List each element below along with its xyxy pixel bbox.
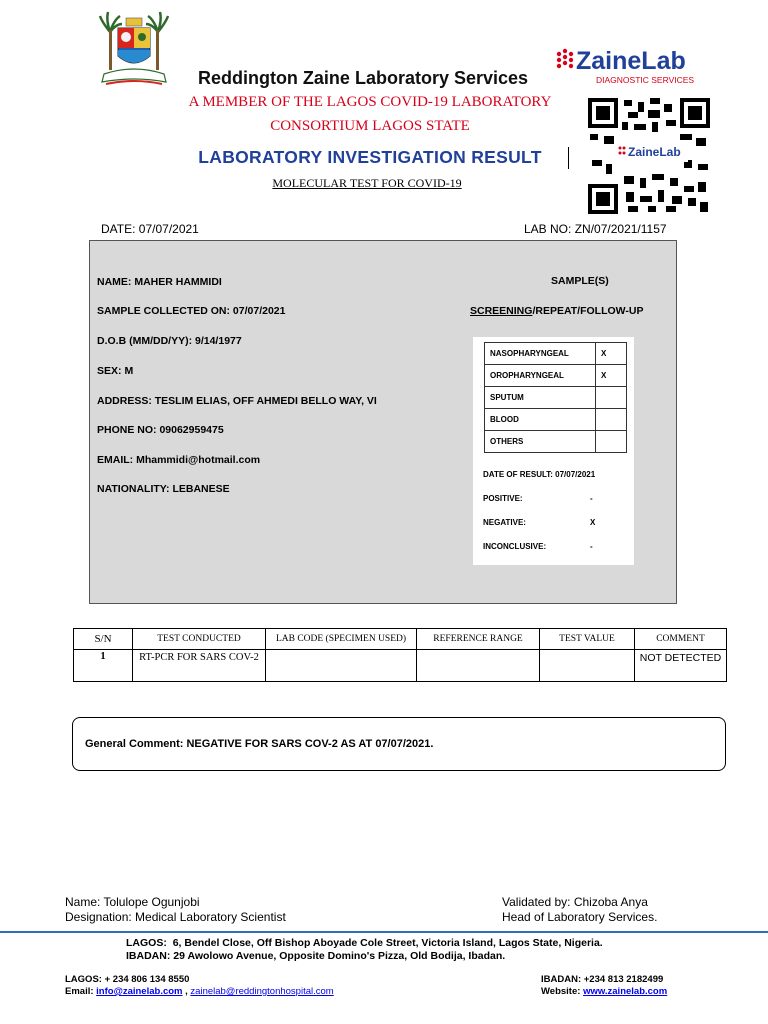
sample-type-table — [484, 342, 627, 453]
footer-divider — [0, 931, 768, 933]
column-header: REFERENCE RANGE — [417, 629, 540, 650]
nationality — [97, 483, 230, 495]
sample-type-name: NASOPHARYNGEAL — [485, 343, 596, 365]
patient-name — [97, 276, 222, 288]
inconclusive-label: INCONCLUSIVE: — [483, 542, 547, 551]
field-value: 09062959475 — [159, 424, 224, 436]
cell-reference — [417, 650, 540, 682]
field-value: TESLIM ELIAS, OFF AHMEDI BELLO WAY, VI — [154, 395, 377, 407]
sample-type-name: OROPHARYNGEAL — [485, 365, 596, 387]
email-contacts — [65, 986, 334, 997]
website-label: Website: — [541, 986, 581, 997]
field-label: SEX: — [97, 365, 122, 377]
report-date — [101, 222, 199, 236]
ibadan-phone — [541, 974, 663, 985]
consortium-line-1: A MEMBER OF THE LAGOS COVID-19 LABORATORY — [188, 94, 552, 110]
email-label: Email: — [65, 986, 94, 997]
phone-label: LAGOS: — [65, 974, 102, 985]
phone-value: +234 813 2182499 — [583, 974, 664, 985]
email-link-info[interactable]: info@zainelab.com — [96, 986, 183, 997]
test-type-selected: SCREENING — [470, 305, 533, 317]
address-value: 29 Awolowo Avenue, Opposite Domino's Pizza, Old Bodija, Ibadan. — [173, 950, 506, 962]
cell-test: RT-PCR FOR SARS COV-2 — [133, 650, 266, 682]
sample-type-row — [485, 365, 627, 387]
positive-label: POSITIVE: — [483, 494, 523, 503]
validator-designation: Head of Laboratory Services. — [502, 910, 658, 924]
field-value: M — [124, 365, 134, 377]
cell-value — [540, 650, 635, 682]
lagos-phone — [65, 974, 189, 985]
organization-name: Reddington Zaine Laboratory Services — [197, 68, 529, 88]
sample-type-row — [485, 343, 627, 365]
field-label: DATE OF RESULT: — [483, 470, 553, 479]
address-value: 6, Bendel Close, Off Bishop Aboyade Cole Street, Victoria Island, Lagos State, Nigeria. — [172, 937, 603, 949]
field-value: 9/14/1977 — [195, 335, 242, 347]
cell-comment: NOT DETECTED — [635, 650, 727, 682]
sample-type-name: BLOOD — [485, 409, 596, 431]
phone-value: + 234 806 134 8550 — [104, 974, 190, 985]
sex — [97, 365, 133, 377]
scientist-designation: Designation: Medical Laboratory Scientist — [65, 910, 286, 924]
column-header: TEST CONDUCTED — [133, 629, 266, 650]
field-value: 07/07/2021 — [232, 305, 286, 317]
email-separator: , — [185, 986, 188, 997]
report-subtitle: MOLECULAR TEST FOR COVID-19 — [272, 176, 462, 190]
validator-name: Validated by: Chizoba Anya — [502, 895, 648, 909]
date-of-birth — [97, 335, 242, 347]
field-label: SAMPLE COLLECTED ON: — [97, 305, 230, 317]
field-label: D.O.B (MM/DD/YY): — [97, 335, 193, 347]
svg-text:ZaineLab: ZaineLab — [576, 47, 686, 75]
website-link[interactable]: www.zainelab.com — [583, 986, 668, 997]
lagos-address — [126, 937, 603, 949]
phone-number — [97, 424, 224, 436]
lab-number — [524, 222, 667, 236]
sample-type-mark — [596, 409, 627, 431]
cell-sn: 1 — [74, 650, 133, 682]
sample-type-row — [485, 409, 627, 431]
sample-type-mark: X — [596, 365, 627, 387]
negative-label: NEGATIVE: — [483, 518, 526, 527]
labno-value: ZN/07/2021/1157 — [574, 222, 667, 236]
sample-type-name: SPUTUM — [485, 387, 596, 409]
positive-value: - — [590, 494, 593, 503]
report-title: LABORATORY INVESTIGATION RESULT — [198, 147, 542, 167]
field-label: NAME: — [97, 276, 132, 288]
qr-code — [588, 98, 710, 214]
test-results-table — [73, 628, 727, 682]
field-value: MAHER HAMMIDI — [134, 276, 222, 288]
sample-type-row — [485, 387, 627, 409]
column-header: TEST VALUE — [540, 629, 635, 650]
address-label: LAGOS: — [126, 937, 167, 949]
field-label: PHONE NO: — [97, 424, 157, 436]
scientist-name: Name: Tolulope Ogunjobi — [65, 895, 200, 909]
address — [97, 395, 377, 407]
sample-type-row — [485, 431, 627, 453]
sample-type-mark: X — [596, 343, 627, 365]
general-comment: General Comment: NEGATIVE FOR SARS COV-2 AS AT 07/07/2021. — [85, 738, 434, 750]
column-header: COMMENT — [635, 629, 727, 650]
date-of-result — [483, 470, 595, 479]
column-header: S/N — [74, 629, 133, 650]
svg-text:DIAGNOSTIC SERVICES: DIAGNOSTIC SERVICES — [596, 75, 695, 85]
test-type — [470, 305, 643, 317]
website — [541, 986, 667, 997]
samples-heading: SAMPLE(S) — [551, 275, 609, 287]
date-value: 07/07/2021 — [138, 222, 199, 236]
cell-lab-code — [266, 650, 417, 682]
field-value: LEBANESE — [172, 483, 230, 495]
labno-label: LAB NO: — [524, 222, 572, 236]
text-cursor — [568, 147, 569, 169]
sample-type-name: OTHERS — [485, 431, 596, 453]
svg-text:ZaineLab: ZaineLab — [628, 145, 681, 159]
field-label: NATIONALITY: — [97, 483, 170, 495]
address-label: IBADAN: — [126, 950, 171, 962]
email-link-hospital[interactable]: zainelab@reddingtonhospital.com — [190, 986, 334, 997]
field-label: EMAIL: — [97, 454, 134, 466]
sample-type-mark — [596, 387, 627, 409]
phone-label: IBADAN: — [541, 974, 582, 985]
inconclusive-value: - — [590, 542, 593, 551]
field-value: Mhammidi@hotmail.com — [136, 454, 261, 466]
sample-type-mark — [596, 431, 627, 453]
email — [97, 454, 260, 466]
table-header-row — [74, 629, 727, 650]
date-label: DATE: — [101, 222, 136, 236]
negative-value: X — [590, 518, 596, 527]
table-row — [74, 650, 727, 682]
sample-collected-on — [97, 305, 285, 317]
column-header: LAB CODE (SPECIMEN USED) — [266, 629, 417, 650]
test-type-options: /REPEAT/FOLLOW-UP — [532, 305, 644, 317]
field-label: ADDRESS: — [97, 395, 152, 407]
field-value: 07/07/2021 — [555, 470, 596, 479]
ibadan-address — [126, 950, 505, 962]
consortium-line-2: CONSORTIUM LAGOS STATE — [270, 118, 470, 134]
